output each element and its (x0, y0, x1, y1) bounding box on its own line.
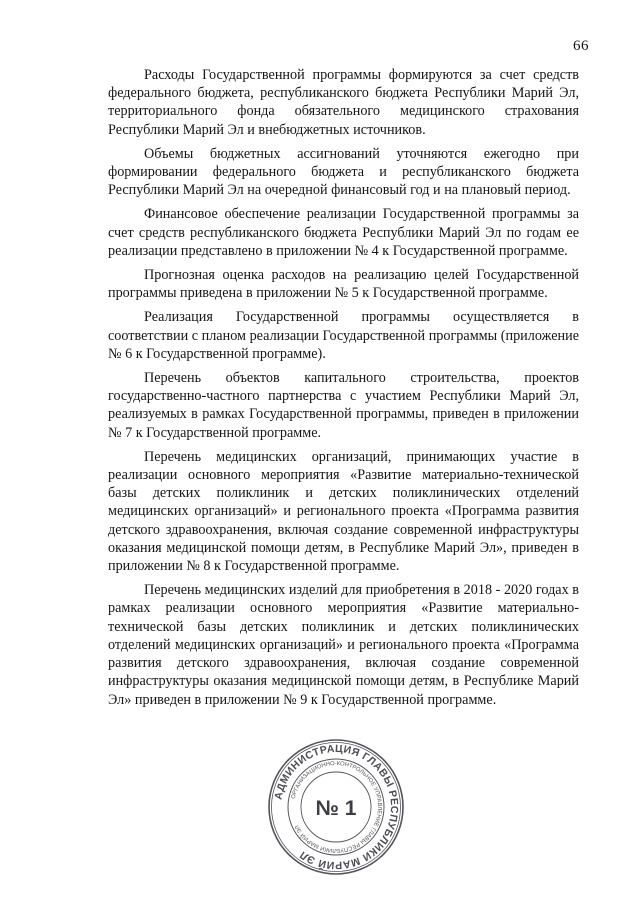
paragraph-medical-organizations: Перечень медицинских организаций, принимающих участие в реализации основного мероприятия «Развитие материально-технической базы детских поликлиник и детских поликлинических отделений медицинских организаций» и регионального проекта «Программа развития детского здравоохранения, включая создание современной инфраструктуры оказания медицинской помощи детям, в Республике Марий Эл», приведен в приложении № 8 к Государственной программе. (108, 448, 579, 575)
stamp-inner-text: ОРГАНИЗАЦИОННО-КОНТРОЛЬНОЕ УПРАВЛЕНИЕ ГЛАВЫ РЕСПУБЛИКИ МАРИЙ ЭЛ (290, 760, 383, 854)
stamp-seal-icon (266, 737, 406, 877)
paragraph-construction-list: Перечень объектов капитального строительства, проектов государственно-частного партнерства с участием Республики Марий Эл, реализуемых в рамках Государственной программы, приведен в приложении № 7 к Государственной программе. (108, 370, 579, 441)
paragraph-medical-devices: Перечень медицинских изделий для приобретения в 2018 - 2020 годах в рамках реализации основного мероприятия «Развитие материально-технической базы детских поликлиник и детских поликлинических отделений медицинских организаций» и регионального проекта «Программа развития детского здравоохранения, включая создание современной инфраструктуры оказания медицинской помощи детям, в Республике Марий Эл» приведен в приложении № 9 к Государственной программе. (108, 582, 579, 708)
official-stamp (266, 737, 406, 877)
paragraph-financial-support: Финансовое обеспечение реализации Государственной программы за счет средств республиканского бюджета Республики Марий Эл по годам ее реализации представлено в приложении № 4 к Государственной программе. (108, 206, 579, 259)
document-body (108, 66, 579, 715)
stamp-outer-text: АДМИНИСТРАЦИЯ ГЛАВЫ РЕСПУБЛИКИ МАРИЙ ЭЛ (272, 742, 401, 872)
paragraph-budget-allocations: Объемы бюджетных ассигнований уточняются ежегодно при формировании федерального бюджета и республиканского бюджета Республики Марий Эл на очередной финансовый год и на плановый период. (108, 145, 579, 199)
paragraph-implementation: Реализация Государственной программы осуществляется в соответствии с планом реализации Государственной программы (приложение № 6 к Государственной программе). (108, 309, 579, 362)
stamp-number: № 1 (315, 797, 357, 820)
paragraph-expenses-sources: Расходы Государственной программы формируются за счет средств федерального бюджета, республиканского бюджета Республики Марий Эл, территориального фонда обязательного медицинского страхования Республики Марий Эл и внебюджетных источников. (108, 67, 579, 138)
page-number: 66 (573, 38, 589, 54)
paragraph-forecast-estimate: Прогнозная оценка расходов на реализацию целей Государственной программы приведена в приложении № 5 к Государственной программе. (108, 267, 579, 302)
